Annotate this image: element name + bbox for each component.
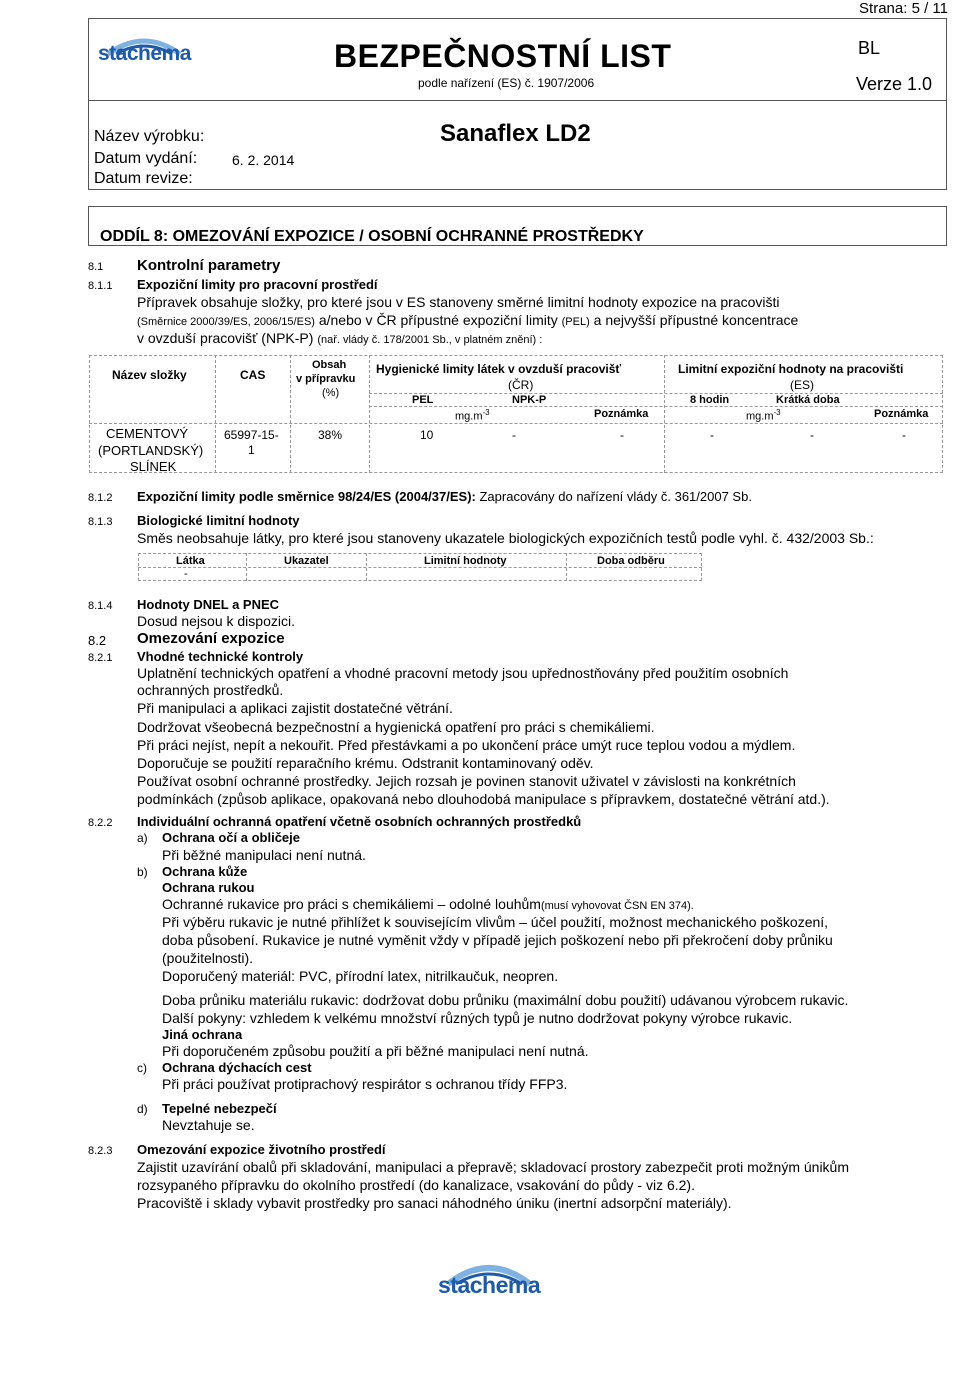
- s812-line: [137, 489, 752, 504]
- th-npk: NPK-P: [512, 394, 547, 406]
- th-name: Název složky: [112, 368, 187, 382]
- s822-b-l2: Při výběru rukavic je nutné přihlížet k souvisejícím vlivům – účel použití, možnost mechanického poškození,: [162, 914, 829, 930]
- version: Verze 1.0: [856, 74, 933, 94]
- s821-l7: Používat osobní ochranné prostředky. Jejich rozsah je povinen stanovit uživatel v závislosti na konkrétních: [137, 773, 796, 789]
- s822-num: 8.2.2: [88, 817, 113, 829]
- s811-line3c: , v platném znění) :: [448, 334, 543, 346]
- s822-b-l1b: (musí vyhovovat ČSN EN 374).: [540, 900, 694, 912]
- s821-l2: ochranných prostředků.: [137, 682, 284, 698]
- s822-c-title: Ochrana dýchacích cest: [162, 1060, 312, 1075]
- s811-line1: Přípravek obsahuje složky, pro které jsou v ES stanoveny směrné limitní hodnoty expozice na pracovišti: [137, 294, 780, 310]
- th-unit-es-exp: -3: [773, 408, 781, 417]
- s823-l1: Zajistit uzavírání obalů při skladování, manipulaci a přepravě; skladovací prostory zabezpečit proti možným únikům: [137, 1159, 849, 1175]
- s822-b-l4: (použitelnosti).: [162, 950, 254, 966]
- product-name: Sanaflex LD2: [440, 120, 591, 147]
- table-vline: [369, 355, 370, 473]
- th-es1: Limitní expoziční hodnoty na pracovišti: [678, 362, 904, 376]
- s822-b-l6: Doba průniku materiálu rukavic: dodržovat dobu průniku (maximální dobu použití) udávanou výrobcem rukavic.: [162, 992, 849, 1008]
- td-content: 38%: [318, 428, 343, 442]
- s823-title: Omezování expozice životního prostředí: [137, 1142, 386, 1157]
- s813-num: 8.1.3: [88, 516, 113, 528]
- s821-l6: Doporučuje se použití reparačního krému. Odstranit kontaminovaný oděv.: [137, 755, 594, 771]
- th-content2: v přípravku: [296, 373, 356, 385]
- doc-subtitle: podle nařízení (ES) č. 1907/2006: [418, 76, 595, 90]
- revision-label: Datum revize:: [94, 170, 193, 187]
- s821-l8: podmínkách (způsob aplikace, opakovaná nebo dlouhodobá manipulace s přípravkem, dostatečné větrání atd.).: [137, 791, 830, 807]
- s822-b-l1a: Ochranné rukavice pro práci s chemikáliemi – odolné louhům: [162, 896, 541, 912]
- s823-num: 8.2.3: [88, 1145, 113, 1157]
- s811-line3a: v ovzduší pracovišť (NPK-P): [137, 330, 318, 346]
- s823-l3: Pracoviště i sklady vybavit prostředky pro sanaci náhodného úniku (inertní adsorpční materiály).: [137, 1195, 732, 1211]
- logo-text: stachema: [98, 42, 191, 65]
- th-note-cz: Poznámka: [594, 408, 649, 420]
- s822-b-l7: Další pokyny: vzhledem k velkému množství různých typů je nutno dodržovat pokyny výrobce rukavic.: [162, 1010, 793, 1026]
- s823-l2: rozsypaného přípravku do okolního prostředí (do kanalizace, vsakování do půdy - viz 6.2).: [137, 1177, 695, 1193]
- th-8h: 8 hodin: [690, 394, 730, 406]
- bio-h-limit: Limitní hodnoty: [424, 555, 507, 567]
- th-es2: (ES): [790, 378, 814, 392]
- td-8h: -: [710, 428, 714, 442]
- s811-line2b: a/nebo v ČR přípustné expoziční limity: [314, 312, 562, 328]
- footer-logo-text: stachema: [438, 1272, 541, 1298]
- s813-text: Směs neobsahuje látky, pro které jsou stanoveny ukazatele biologických expozičních testů podle vyhl. č. 432/2003 Sb.:: [137, 530, 874, 546]
- language-code: BL: [858, 38, 881, 58]
- th-unit-cz: [455, 408, 490, 423]
- th-cas: CAS: [240, 368, 266, 382]
- th-unit-es: [746, 408, 781, 423]
- s814-num: 8.1.4: [88, 600, 113, 612]
- s821-l1: Uplatnění technických opatření a vhodné pracovní metody jsou upřednostňovány před použitím osobních: [137, 665, 789, 681]
- s82-num: 8.2: [88, 633, 107, 648]
- table-hline: [369, 406, 943, 407]
- bio-h-indicator: Ukazatel: [284, 555, 329, 567]
- header-divider: [88, 100, 947, 101]
- s81-title: Kontrolní parametry: [137, 257, 281, 274]
- td-name3: SLÍNEK: [130, 459, 177, 474]
- s811-title: Expoziční limity pro pracovní prostředí: [137, 277, 378, 292]
- bio-h-time: Doba odběru: [597, 555, 665, 567]
- s812-num: 8.1.2: [88, 492, 113, 504]
- s822-d-label: d): [137, 1102, 148, 1116]
- th-unit-cz-exp: -3: [482, 408, 490, 417]
- th-pel: PEL: [412, 394, 434, 406]
- th-content1: Obsah: [312, 359, 347, 371]
- s821-title: Vhodné technické kontroly: [137, 649, 304, 664]
- page-number: Strana: 5 / 11: [859, 0, 948, 17]
- issue-label: Datum vydání:: [94, 150, 198, 167]
- bio-h-substance: Látka: [176, 555, 205, 567]
- table-hline: [369, 393, 943, 394]
- td-note-es: -: [902, 428, 906, 442]
- td-cas2: 1: [248, 443, 255, 457]
- s822-a-title: Ochrana očí a obličeje: [162, 830, 300, 845]
- table-vline: [215, 355, 216, 473]
- td-cas1: 65997-15-: [224, 428, 279, 442]
- th-unit-cz-text: mg.m: [455, 410, 483, 423]
- company-logo: [96, 32, 192, 82]
- s822-title: Individuální ochranná opatření včetně osobních ochranných prostředků: [137, 814, 582, 829]
- doc-title: BEZPEČNOSTNÍ LIST: [334, 38, 672, 74]
- table-vline: [664, 355, 665, 473]
- s822-d-text: Nevztahuje se.: [162, 1117, 255, 1133]
- issue-date: 6. 2. 2014: [232, 152, 295, 168]
- td-npk: -: [512, 428, 516, 442]
- s822-b-other-text: Při doporučeném způsobu použití a při běžné manipulaci není nutná.: [162, 1043, 589, 1059]
- td-short: -: [810, 428, 814, 442]
- th-note-es: Poznámka: [874, 408, 929, 420]
- s822-a-label: a): [137, 831, 148, 845]
- s811-line3: [137, 330, 542, 348]
- s814-title: Hodnoty DNEL a PNEC: [137, 597, 280, 612]
- bio-vline: [366, 553, 367, 581]
- td-note-cz: -: [620, 428, 624, 442]
- s822-b-l3: doba působení. Rukavice je nutné vyměnit vždy v případě jejich poškození nebo při překročení doby průniku: [162, 932, 833, 948]
- td-name2: (PORTLANDSKÝ): [98, 443, 204, 458]
- s811-line2: [137, 312, 798, 330]
- s822-c-label: c): [137, 1061, 147, 1075]
- s813-title: Biologické limitní hodnoty: [137, 513, 300, 528]
- s822-b-sub: Ochrana rukou: [162, 880, 255, 895]
- s811-line2d: a nejvyšší přípustné koncentrace: [589, 312, 799, 328]
- s822-c-text: Při práci používat protiprachový respirátor s ochranou třídy FFP3.: [162, 1076, 568, 1092]
- bio-hline: [138, 567, 702, 568]
- s811-line3b: (nař. vlády č. 178/2001 Sb.: [317, 334, 449, 346]
- table-vline: [290, 355, 291, 473]
- s822-b-label: b): [137, 865, 148, 879]
- s822-b-title: Ochrana kůže: [162, 864, 248, 879]
- s821-l5: Při práci nejíst, nepít a nekouřit. Před přestávkami a po ukončení práce umýt ruce teplou vodou a mýdlem.: [137, 737, 796, 753]
- bio-dash: -: [184, 568, 188, 580]
- table-hline: [89, 423, 943, 424]
- s812-title: Expoziční limity podle směrnice 98/24/ES (2004/37/ES):: [137, 489, 476, 504]
- s81-num: 8.1: [88, 261, 104, 273]
- s822-b-other: Jiná ochrana: [162, 1027, 243, 1042]
- th-unit-es-text: mg.m: [746, 410, 774, 423]
- s814-text: Dosud nejsou k dispozici.: [137, 613, 295, 629]
- s811-line2a: (Směrnice 2000/39/ES, 2006/15/ES): [137, 316, 315, 328]
- th-hyg1: Hygienické limity látek v ovzduší pracovišť: [376, 362, 622, 376]
- th-hyg2: (ČR): [508, 378, 534, 392]
- s811-line2c: (PEL): [561, 316, 590, 328]
- bio-vline: [246, 553, 247, 581]
- s82-title: Omezování expozice: [137, 630, 285, 647]
- td-pel: 10: [420, 428, 434, 442]
- s811-num: 8.1.1: [88, 280, 113, 292]
- s821-l3: Při manipulaci a aplikaci zajistit dostatečné větrání.: [137, 700, 453, 716]
- th-short: Krátká doba: [776, 394, 840, 406]
- s821-l4: Dodržovat všeobecná bezpečnostní a hygienická opatření pro práci s chemikáliemi.: [137, 719, 655, 735]
- s821-num: 8.2.1: [88, 652, 113, 664]
- s822-a-text: Při běžné manipulaci není nutná.: [162, 847, 366, 863]
- td-name1: CEMENTOVÝ: [106, 426, 189, 441]
- s822-b-l5: Doporučený materiál: PVC, přírodní latex, nitrilkaučuk, neopren.: [162, 968, 559, 984]
- product-label: Název výrobku:: [94, 128, 205, 145]
- section-title: ODDÍL 8: OMEZOVÁNÍ EXPOZICE / OSOBNÍ OCHRANNÉ PROSTŘEDKY: [100, 228, 644, 245]
- footer-logo: [434, 1256, 544, 1316]
- s822-d-title: Tepelné nebezpečí: [162, 1101, 277, 1116]
- th-content3: (%): [322, 387, 340, 399]
- s822-b-l1: [162, 896, 694, 914]
- bio-vline: [566, 553, 567, 581]
- s812-text: Zapracovány do nařízení vlády č. 361/2007 Sb.: [475, 489, 752, 504]
